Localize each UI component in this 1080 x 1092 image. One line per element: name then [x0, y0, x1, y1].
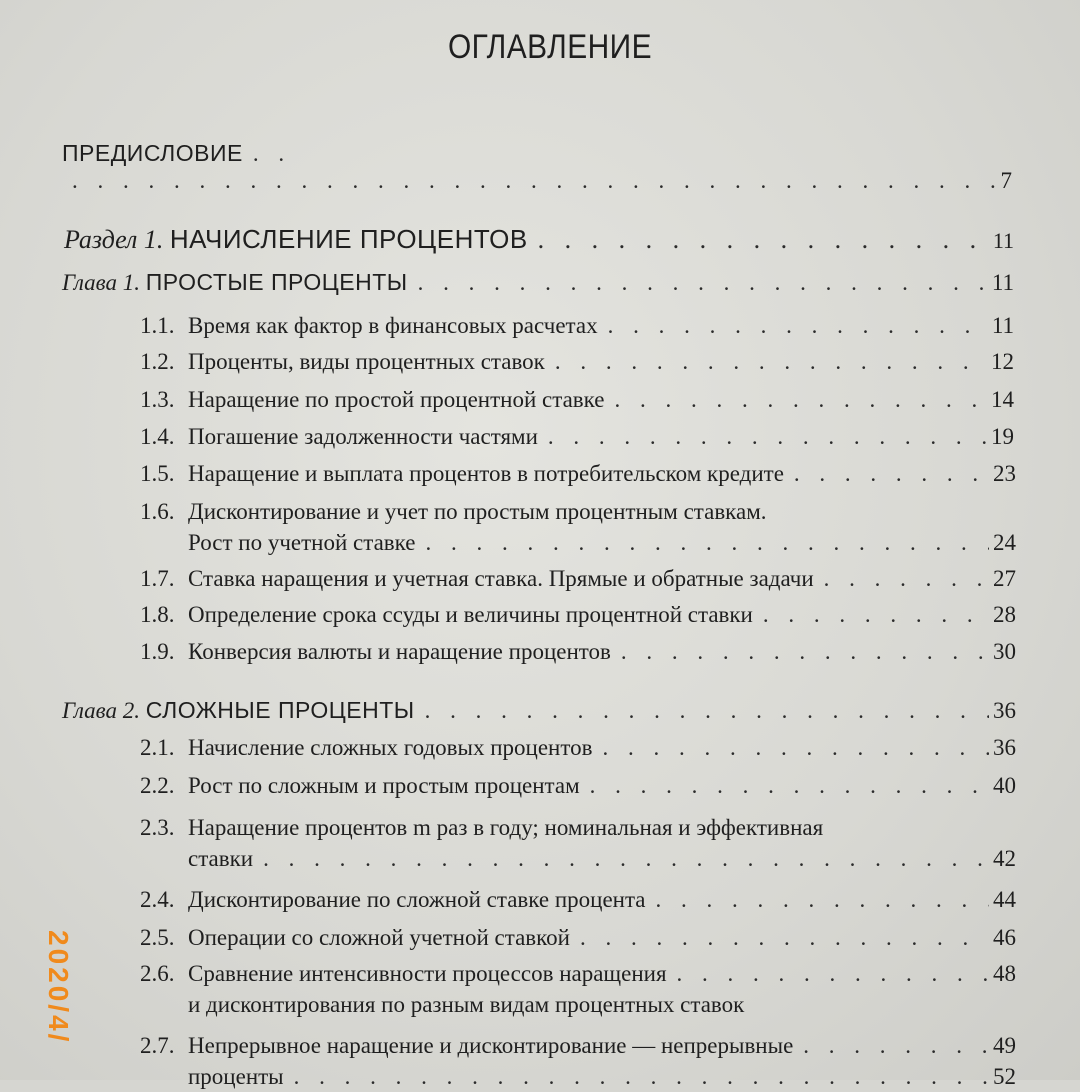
- item-title: Погашение задолженности частями: [188, 424, 538, 449]
- item-number: 1.1.: [140, 313, 175, 338]
- section-title: НАЧИСЛЕНИЕ ПРОЦЕНТОВ: [169, 224, 528, 254]
- chapter-title: ПРОСТЫЕ ПРОЦЕНТЫ: [145, 269, 408, 295]
- item-number: 2.5.: [140, 925, 175, 950]
- leader-dots: [656, 884, 990, 915]
- leader-dots: [548, 421, 987, 452]
- toc-entry-section-1: [64, 210, 1014, 256]
- item-number: 1.2.: [140, 349, 175, 374]
- toc-item: [140, 421, 1014, 452]
- item-number: 1.3.: [140, 387, 175, 412]
- chapter-title: СЛОЖНЫЕ ПРОЦЕНТЫ: [145, 697, 415, 723]
- page-title: ОГЛАВЛЕНИЕ: [447, 28, 653, 66]
- item-title: Рост по сложным и простым процентам: [188, 773, 580, 798]
- item-title: Дисконтирование по сложной ставке процента: [188, 887, 646, 912]
- toc-item: [140, 496, 1016, 558]
- leader-dots: [425, 527, 989, 558]
- toc-item: [140, 1030, 1016, 1092]
- leader-dots: [294, 1061, 989, 1092]
- page-number: 12: [991, 349, 1014, 374]
- toc-item: [140, 599, 1016, 630]
- leader-dots: [418, 267, 988, 298]
- toc-entry-chapter-2: [62, 695, 1016, 726]
- item-title: Непрерывное наращение и дисконтирование — непрерывные: [188, 1033, 794, 1058]
- page-number: 11: [991, 270, 1014, 295]
- item-title: Ставка наращения и учетная ставка. Прямые и обратные задачи: [188, 566, 814, 591]
- leader-dots: [425, 695, 989, 726]
- toc-entry-preface: [62, 138, 1012, 196]
- chapter-prefix: Глава 1.: [62, 270, 140, 295]
- item-title-continued: и дисконтирования по разным видам процентных ставок: [188, 992, 745, 1017]
- leader-dots: [677, 958, 989, 989]
- leader-dots: [555, 346, 987, 377]
- leader-dots: [263, 843, 989, 874]
- page-number: 23: [993, 461, 1016, 486]
- leader-dots: [621, 636, 989, 667]
- toc-item: [140, 732, 1016, 763]
- item-number: 2.7.: [140, 1033, 175, 1058]
- item-number: 1.8.: [140, 602, 175, 627]
- leader-dots: [763, 599, 989, 630]
- leader-dots: [824, 563, 989, 594]
- item-title: Начисление сложных годовых процентов: [188, 735, 593, 760]
- toc-item: [140, 346, 1014, 377]
- item-number: 1.9.: [140, 639, 175, 664]
- preface-label: ПРЕДИСЛОВИЕ: [62, 140, 243, 166]
- item-title: Конверсия валюты и наращение процентов: [188, 639, 611, 664]
- leader-dots: [580, 922, 989, 953]
- leader-dots: [803, 1030, 989, 1061]
- toc-item: [140, 458, 1016, 489]
- item-number: 2.6.: [140, 961, 175, 986]
- toc-item: [140, 958, 1016, 1020]
- item-number: 1.4.: [140, 424, 175, 449]
- chapter-prefix: Глава 2.: [62, 698, 140, 723]
- item-number: 2.4.: [140, 887, 175, 912]
- leader-dots: [794, 458, 989, 489]
- item-title-continued: Рост по учетной ставке: [188, 530, 416, 555]
- item-number: 1.7.: [140, 566, 175, 591]
- leader-dots: [538, 224, 989, 255]
- page-number: 19: [991, 424, 1014, 449]
- item-title-continued: проценты: [188, 1064, 284, 1089]
- item-number: 2.2.: [140, 773, 175, 798]
- toc-item: [140, 884, 1016, 915]
- page-number: 30: [993, 639, 1016, 664]
- page-number: 46: [993, 925, 1016, 950]
- page-number: 48: [993, 961, 1016, 986]
- item-number: 1.5.: [140, 461, 175, 486]
- page-number: 44: [993, 887, 1016, 912]
- page-number: 11: [992, 228, 1014, 253]
- toc-item: [140, 384, 1014, 415]
- item-number: 1.6.: [140, 499, 175, 524]
- toc-item: [140, 812, 1016, 874]
- item-title: Время как фактор в финансовых расчетах: [188, 313, 598, 338]
- toc-item: [140, 922, 1016, 953]
- page-number: 40: [993, 773, 1016, 798]
- item-title: Дисконтирование и учет по простым процентным ставкам.: [188, 499, 767, 524]
- page-number: 11: [991, 313, 1014, 338]
- section-prefix: Раздел 1.: [64, 225, 164, 254]
- leader-dots: [72, 165, 997, 196]
- toc-entry-chapter-1: [62, 267, 1014, 298]
- toc-item: [140, 636, 1016, 667]
- item-title: Наращение по простой процентной ставке: [188, 387, 605, 412]
- leader-dots: [602, 732, 989, 763]
- toc-item: [140, 770, 1016, 801]
- leader-dots: [608, 310, 988, 341]
- item-title-continued: ставки: [188, 846, 254, 871]
- item-title: Наращение процентов m раз в году; номинальная и эффективная: [188, 815, 824, 840]
- page-number: 14: [991, 387, 1014, 412]
- item-number: 2.3.: [140, 815, 175, 840]
- page-number: 28: [993, 602, 1016, 627]
- leader-dots: [614, 384, 987, 415]
- date-stamp: 2020/4/: [43, 930, 74, 1045]
- item-title: Определение срока ссуды и величины процентной ставки: [188, 602, 753, 627]
- item-title: Проценты, виды процентных ставок: [188, 349, 545, 374]
- page-number: 49: [993, 1033, 1016, 1058]
- page-number: 27: [993, 566, 1016, 591]
- page-number: 24: [993, 530, 1016, 555]
- page-number: 36: [993, 698, 1016, 723]
- item-title: Операции со сложной учетной ставкой: [188, 925, 570, 950]
- item-title: Наращение и выплата процентов в потребительском кредите: [188, 461, 784, 486]
- toc-item: [140, 563, 1016, 594]
- page-number: 42: [993, 846, 1016, 871]
- page-number: 36: [993, 735, 1016, 760]
- leader-dots: [590, 770, 989, 801]
- page-number: 7: [1000, 168, 1012, 193]
- page-number-cut: 52: [993, 1064, 1016, 1089]
- toc-item: [140, 310, 1014, 341]
- item-number: 2.1.: [140, 735, 175, 760]
- item-title: Сравнение интенсивности процессов наращения: [188, 961, 667, 986]
